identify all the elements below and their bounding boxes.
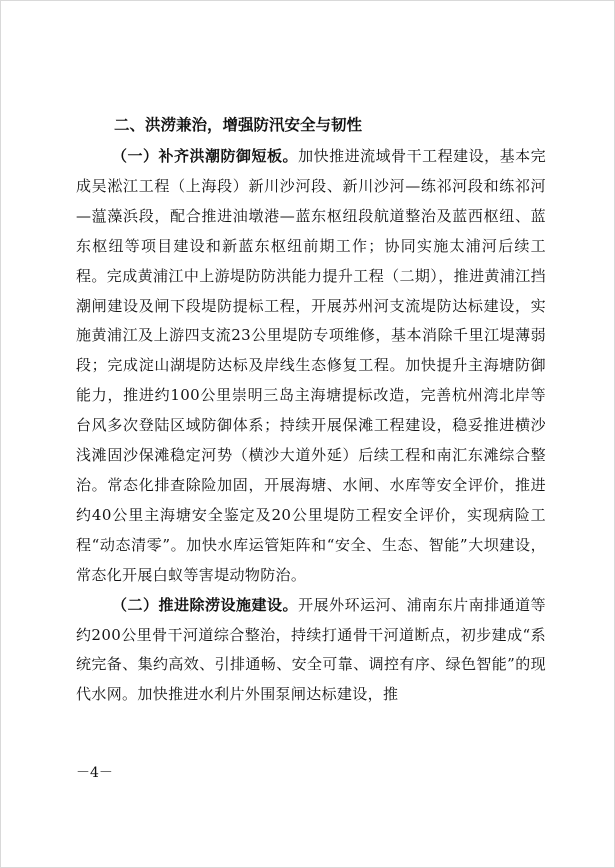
paragraph-drainage-facilities <box>76 591 546 711</box>
paragraph-lead-heading: （二）推进除涝设施建设。 <box>112 595 299 614</box>
paragraph-flood-defense <box>76 142 546 591</box>
paragraph-body-text: 开展外环运河、浦南东片南排通道等约200公里骨干河道综合整治，持续打通骨干河道断点，初步建成“系统完备、集约高效、引排通畅、安全可靠、调控有序、绿色智能”的现代水网。加快推进水利片外围泵闸达标建设，推 <box>76 595 546 704</box>
paragraph-body-text: 加快推进流域骨干工程建设，基本完成吴淞江工程（上海段）新川沙河段、新川沙河—练祁河段和练祁河—蕰藻浜段，配合推进油墩港—蓝东枢纽段航道整治及蓝西枢纽、蓝东枢纽等项目建设和新蓝东枢纽前期工作；协同实施太浦河后续工程。完成黄浦江中上游堤防防洪能力提升工程（二期），推进黄浦江挡潮闸建设及闸下段堤防提标工程，开展苏州河支流堤防达标建设，实施黄浦江及上游四支流23公里堤防专项维修，基本消除千里江堤薄弱段；完成淀山湖堤防达标及岸线生态修复工程。加快提升主海塘防御能力，推进约100公里崇明三岛主海塘提标改造，完善杭州湾北岸等台风多次登陆区域防御体系；持续开展保滩工程建设，稳妥推进横沙浅滩固沙保滩稳定河势（横沙大道外延）后续工程和南汇东滩综合整治。常态化排查除险加固，开展海塘、水闸、水库等安全评价，推进约40公里主海塘安全鉴定及20公里堤防工程安全评价，实现病险工程“动态清零”。加快水库运管矩阵和“安全、生态、智能”大坝建设，常态化开展白蚁等害堤动物防治。 <box>76 147 546 584</box>
paragraph-lead-heading: （一）补齐洪潮防御短板。 <box>112 147 299 165</box>
page-number: －4－ <box>76 765 113 781</box>
document-body <box>76 113 546 710</box>
section-title: 二、洪涝兼治，增强防汛安全与韧性 <box>114 116 363 134</box>
